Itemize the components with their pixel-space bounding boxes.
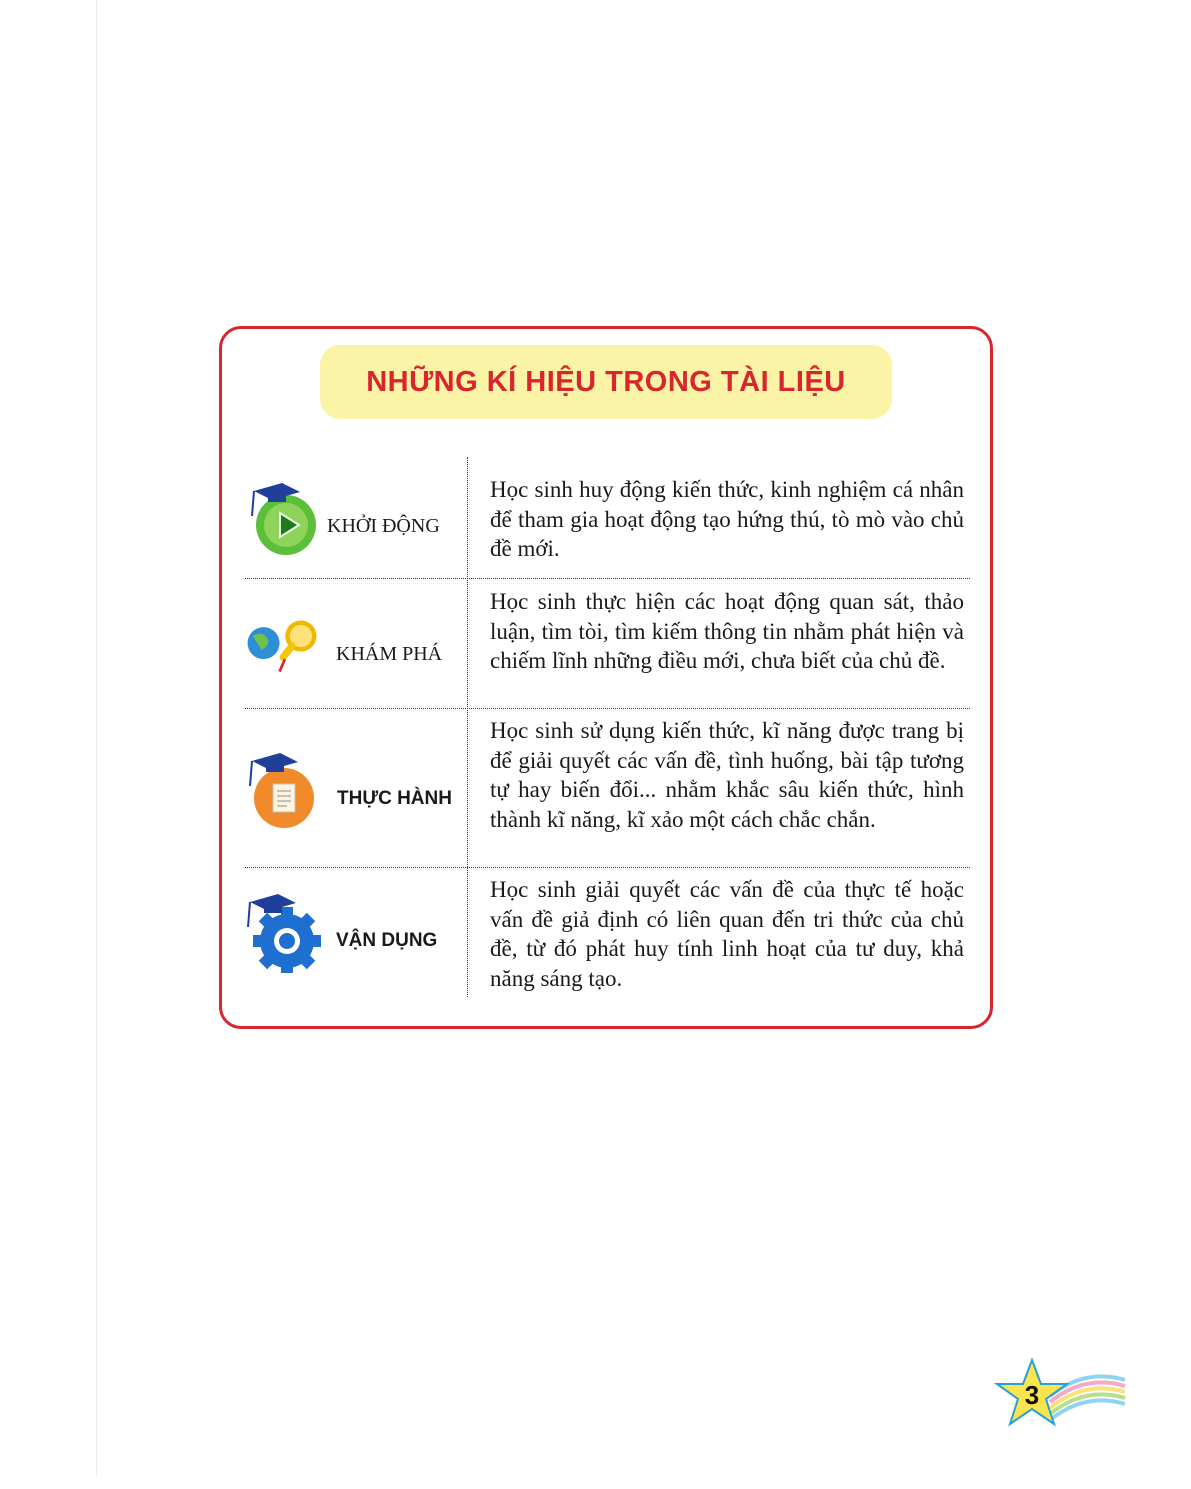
page-edge	[96, 0, 97, 1475]
row-label-thuc-hanh: THỰC HÀNH	[337, 788, 452, 809]
row-description-kham-pha: Học sinh thực hiện các hoạt động quan sát, thảo luận, tìm tòi, tìm kiếm thông tin nhằm phát hiện và chiếm lĩnh những điều mới, chưa biết của chủ đề.	[490, 589, 964, 673]
row-divider	[245, 867, 970, 868]
practice-document-icon	[242, 750, 322, 830]
title-banner	[320, 345, 892, 419]
start-play-icon	[242, 480, 322, 560]
row-description-thuc-hanh: Học sinh sử dụng kiến thức, kĩ năng được trang bị để giải quyết các vấn đề, tình huống, bài tập tương tự hay biến đổi... nhằm khắc sâu kiến thức, hình thành kĩ năng, kĩ xảo một cách chắc chắn.	[490, 718, 964, 832]
row-divider	[245, 708, 970, 709]
row-label-van-dung: VẬN DỤNG	[336, 930, 438, 951]
row-description-van-dung: Học sinh giải quyết các vấn đề của thực tế hoặc vấn đề giả định có liên quan đến tri thức của chủ đề, từ đó phát huy tính linh hoạt của tư duy, khả năng sáng tạo.	[490, 877, 964, 991]
apply-gear-icon	[242, 893, 322, 973]
row-description-khoi-dong: Học sinh huy động kiến thức, kinh nghiệm cá nhân để tham gia hoạt động tạo hứng thú, tò mò vào chủ đề mới.	[490, 477, 964, 561]
page-number: 3	[1024, 1380, 1040, 1410]
row-label-kham-pha: KHÁM PHÁ	[336, 643, 443, 665]
row-label-khoi-dong: KHỞI ĐỘNG	[327, 515, 440, 537]
page-title: NHỮNG KÍ HIỆU TRONG TÀI LIỆU	[366, 365, 846, 398]
column-divider	[467, 457, 468, 997]
explore-magnifier-icon	[244, 612, 324, 692]
row-divider	[245, 578, 970, 579]
